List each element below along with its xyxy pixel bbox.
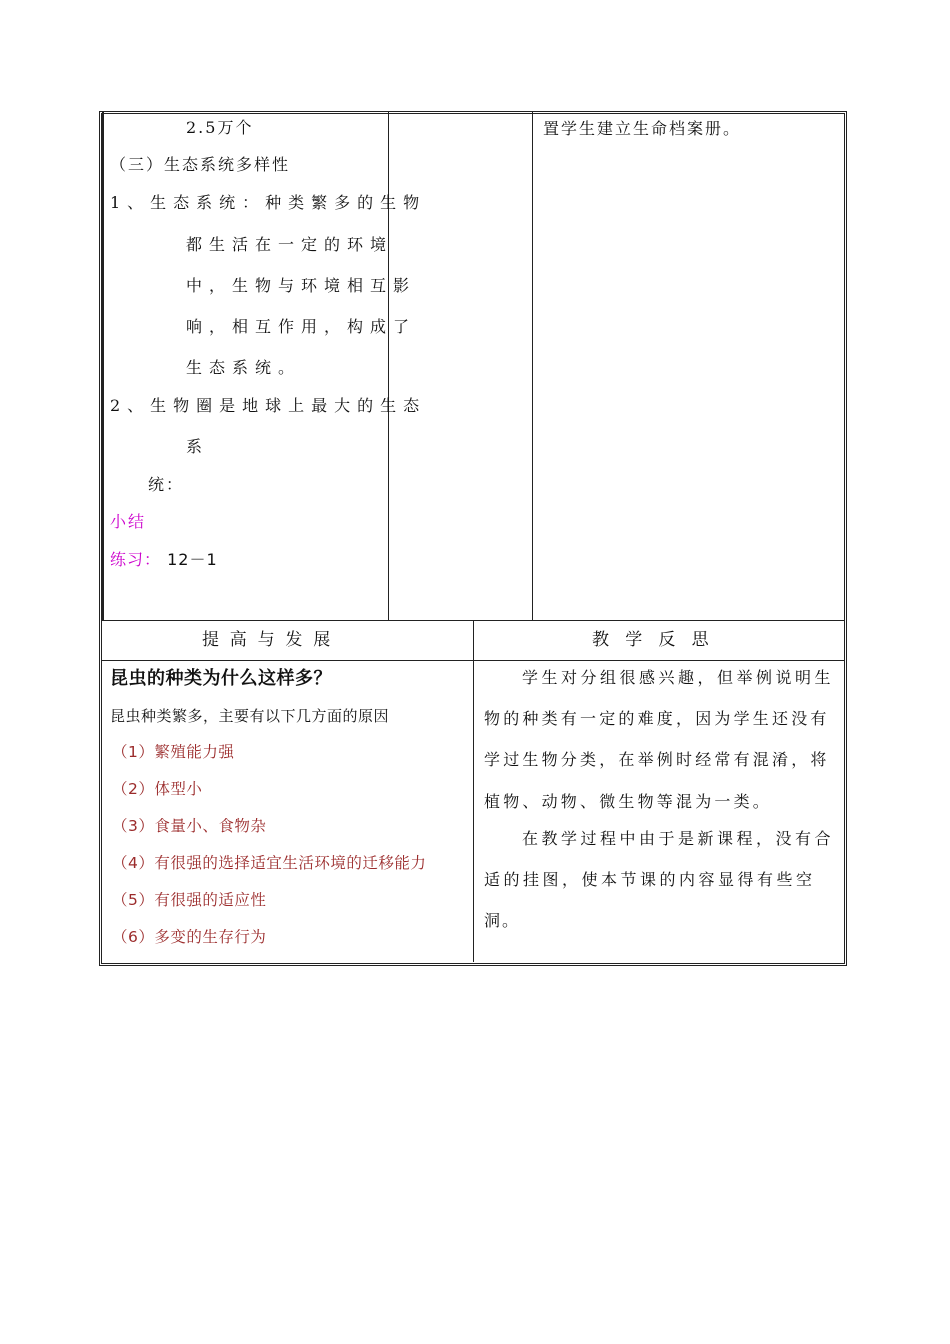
header-improve-develop: 提 高 与 发 展 — [202, 630, 331, 650]
text-2-5-wan: 2.5万个 — [186, 118, 254, 137]
column-divider-3 — [532, 111, 533, 621]
reason-item: （5）有很强的适应性 — [112, 891, 267, 909]
column-divider-bottom — [473, 620, 474, 962]
header-teaching-reflection: 教 学 反 思 — [592, 630, 709, 650]
reflection-line: 适的挂图，使本节课的内容显得有些空 — [484, 870, 816, 889]
reflection-line: 洞。 — [484, 911, 521, 930]
reflection-line: 在教学过程中由于是新课程，没有合 — [522, 829, 835, 848]
biosphere-line3: 统： — [148, 475, 185, 494]
reason-item: （6）多变的生存行为 — [112, 928, 267, 946]
insect-question-title: 昆虫的种类为什么这样多？ — [110, 668, 332, 689]
reflection-line: 植物、动物、微生物等混为一类。 — [484, 792, 773, 811]
heading-ecosystem-diversity: （三）生态系统多样性 — [110, 155, 291, 174]
exercise-label: 练习： — [110, 550, 162, 569]
reflection-line: 物的种类有一定的难度，因为学生还没有 — [484, 709, 830, 728]
ecosystem-def-line4: 响，相互作用，构成了 — [186, 317, 417, 336]
reason-item: （4）有很强的选择适宜生活环境的迁移能力 — [112, 854, 427, 872]
ecosystem-def-line3: 中，生物与环境相互影 — [186, 276, 417, 295]
exercise-line — [110, 547, 218, 570]
ecosystem-def-line5: 生态系统。 — [186, 358, 302, 377]
reason-item: （3）食量小、食物杂 — [112, 817, 267, 835]
biosphere-line1: 2、生物圈是地球上最大的生态 — [110, 396, 427, 415]
ecosystem-def-line1: 1、生态系统：种类繁多的生物 — [110, 193, 427, 212]
exercise-value: 12－1 — [167, 550, 218, 569]
student-life-record-text: 置学生建立生命档案册。 — [543, 119, 742, 138]
summary-label: 小结 — [110, 512, 147, 531]
reflection-line: 学生对分组很感兴趣，但举例说明生 — [522, 668, 835, 687]
column-divider-1 — [102, 111, 104, 621]
ecosystem-def-line2: 都生活在一定的环境 — [186, 235, 394, 254]
insect-intro: 昆虫种类繁多，主要有以下几方面的原因 — [110, 707, 390, 725]
reflection-line: 学过生物分类，在举例时经常有混淆，将 — [484, 750, 830, 769]
reason-item: （2）体型小 — [112, 780, 203, 798]
reason-item: （1）繁殖能力强 — [112, 743, 235, 761]
column-divider-2 — [388, 111, 389, 621]
biosphere-line2: 系 — [186, 437, 205, 456]
